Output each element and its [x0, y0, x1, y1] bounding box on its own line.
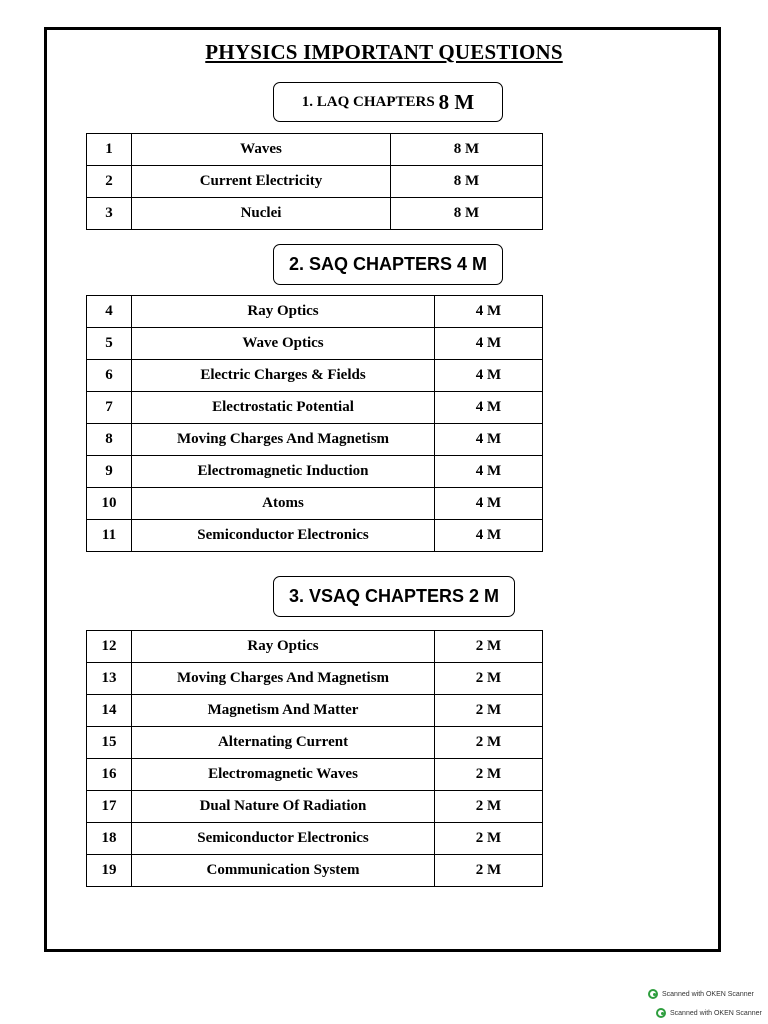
section-heading-saq: 2. SAQ CHAPTERS 4 M	[273, 244, 503, 285]
chapter-name: Ray Optics	[132, 296, 435, 328]
chapter-name: Semiconductor Electronics	[132, 823, 435, 855]
chapter-marks: 2 M	[435, 663, 543, 695]
row-number: 11	[87, 520, 132, 552]
chapter-name: Atoms	[132, 488, 435, 520]
chapter-marks: 2 M	[435, 759, 543, 791]
chapter-name: Magnetism And Matter	[132, 695, 435, 727]
row-number: 1	[87, 134, 132, 166]
chapter-marks: 2 M	[435, 695, 543, 727]
table-row	[87, 166, 543, 198]
chapter-marks: 8 M	[391, 166, 543, 198]
table-row	[87, 727, 543, 759]
chapter-marks: 8 M	[391, 198, 543, 230]
chapter-name: Moving Charges And Magnetism	[132, 663, 435, 695]
table-row	[87, 663, 543, 695]
chapter-name: Alternating Current	[132, 727, 435, 759]
row-number: 5	[87, 328, 132, 360]
row-number: 7	[87, 392, 132, 424]
chapter-marks: 4 M	[435, 296, 543, 328]
chapter-marks: 4 M	[435, 360, 543, 392]
row-number: 8	[87, 424, 132, 456]
table-row	[87, 360, 543, 392]
chapter-name: Electromagnetic Waves	[132, 759, 435, 791]
chapter-marks: 2 M	[435, 727, 543, 759]
chapter-marks: 2 M	[435, 631, 543, 663]
row-number: 10	[87, 488, 132, 520]
row-number: 4	[87, 296, 132, 328]
row-number: 14	[87, 695, 132, 727]
chapter-marks: 4 M	[435, 456, 543, 488]
row-number: 19	[87, 855, 132, 887]
saq-table	[86, 295, 543, 552]
table-row	[87, 456, 543, 488]
table-row	[87, 759, 543, 791]
scanner-watermark-text: Scanned with OKEN Scanner	[662, 990, 754, 998]
chapter-marks: 4 M	[435, 488, 543, 520]
chapter-marks: 2 M	[435, 791, 543, 823]
scanner-logo-icon	[648, 989, 658, 999]
scanner-watermark	[648, 989, 754, 999]
table-row	[87, 424, 543, 456]
chapter-name: Nuclei	[132, 198, 391, 230]
chapter-name: Communication System	[132, 855, 435, 887]
row-number: 3	[87, 198, 132, 230]
table-row	[87, 631, 543, 663]
table-row	[87, 791, 543, 823]
chapter-name: Semiconductor Electronics	[132, 520, 435, 552]
chapter-marks: 8 M	[391, 134, 543, 166]
chapter-name: Current Electricity	[132, 166, 391, 198]
chapter-marks: 4 M	[435, 424, 543, 456]
chapter-name: Dual Nature Of Radiation	[132, 791, 435, 823]
chapter-marks: 4 M	[435, 520, 543, 552]
table-row	[87, 488, 543, 520]
table-row	[87, 855, 543, 887]
row-number: 13	[87, 663, 132, 695]
section-heading-laq	[273, 82, 503, 122]
vsaq-table	[86, 630, 543, 887]
chapter-marks: 2 M	[435, 823, 543, 855]
chapter-marks: 4 M	[435, 328, 543, 360]
section-heading-laq-prefix: 1. LAQ CHAPTERS	[301, 93, 435, 110]
chapter-marks: 2 M	[435, 855, 543, 887]
table-row	[87, 296, 543, 328]
table-row	[87, 520, 543, 552]
chapter-name: Ray Optics	[132, 631, 435, 663]
scanner-logo-icon	[656, 1008, 666, 1018]
chapter-name: Wave Optics	[132, 328, 435, 360]
row-number: 18	[87, 823, 132, 855]
page-title: PHYSICS IMPORTANT QUESTIONS	[205, 40, 563, 64]
section-heading-vsaq: 3. VSAQ CHAPTERS 2 M	[273, 576, 515, 617]
table-row	[87, 695, 543, 727]
row-number: 17	[87, 791, 132, 823]
table-row	[87, 823, 543, 855]
table-row	[87, 198, 543, 230]
table-row	[87, 328, 543, 360]
chapter-marks: 4 M	[435, 392, 543, 424]
row-number: 6	[87, 360, 132, 392]
scanner-watermark	[656, 1008, 762, 1018]
chapter-name: Waves	[132, 134, 391, 166]
row-number: 12	[87, 631, 132, 663]
chapter-name: Moving Charges And Magnetism	[132, 424, 435, 456]
laq-table	[86, 133, 543, 230]
chapter-name: Electrostatic Potential	[132, 392, 435, 424]
row-number: 9	[87, 456, 132, 488]
chapter-name: Electric Charges & Fields	[132, 360, 435, 392]
table-row	[87, 134, 543, 166]
section-heading-laq-mark: 8 M	[438, 89, 475, 114]
table-row	[87, 392, 543, 424]
row-number: 2	[87, 166, 132, 198]
scanner-watermark-text: Scanned with OKEN Scanner	[670, 1009, 762, 1017]
chapter-name: Electromagnetic Induction	[132, 456, 435, 488]
row-number: 16	[87, 759, 132, 791]
row-number: 15	[87, 727, 132, 759]
